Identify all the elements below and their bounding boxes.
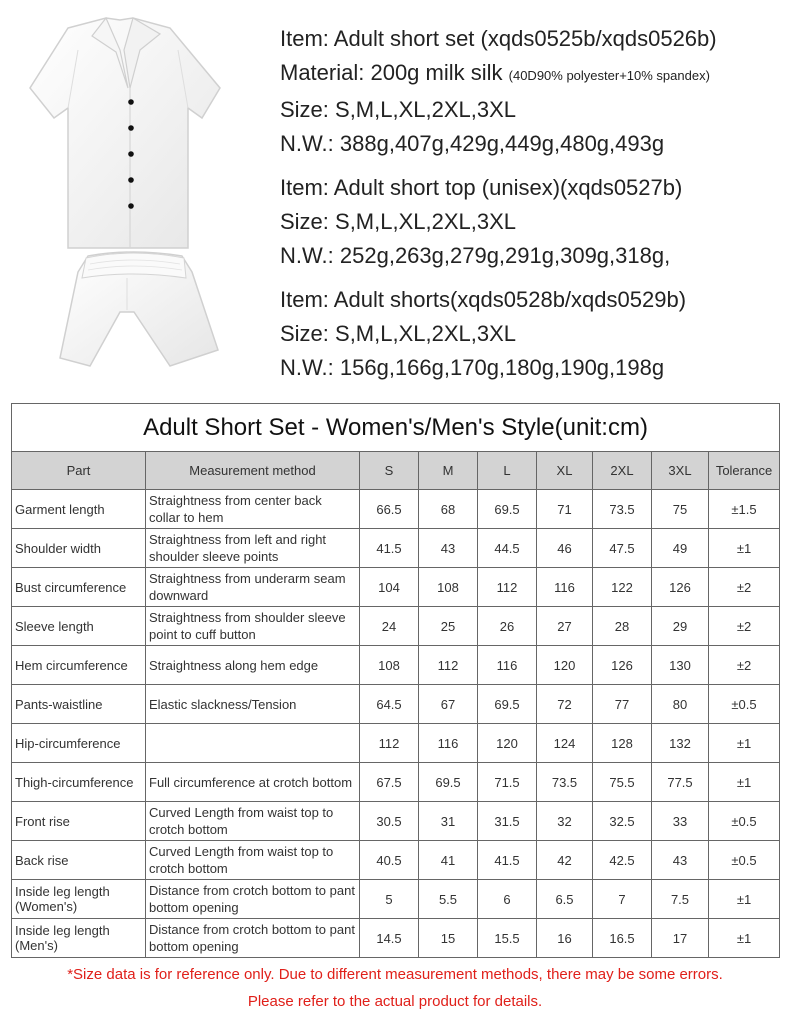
table-row [12,919,780,958]
table-row [12,568,780,607]
cell-size-value: 26 [478,607,537,646]
cell-tolerance: ±1 [709,880,780,919]
cell-size-value: 43 [419,529,478,568]
cell-tolerance: ±1 [709,763,780,802]
item-name: Item: Adult short top (unisex)(xqds0527b) [280,175,683,200]
cell-size-value: 116 [537,568,593,607]
cell-size-value: 120 [478,724,537,763]
cell-size-value: 69.5 [419,763,478,802]
header-size-xl: XL [537,452,593,490]
header-size-s: S [360,452,419,490]
disclaimer-line-1: *Size data is for reference only. Due to different measurement methods, there may be some errors. [67,966,723,983]
disclaimer-line-2: Please refer to the actual product for details. [247,993,543,1010]
cell-tolerance: ±2 [709,607,780,646]
cell-size-value: 24 [360,607,419,646]
size-line: Size: S,M,L,XL,2XL,3XL [280,97,517,122]
cell-tolerance: ±2 [709,646,780,685]
table-row [12,529,780,568]
cell-size-value: 25 [419,607,478,646]
info-group-short-set [280,22,780,161]
cell-method: Curved Length from waist top to crotch bottom [146,841,360,880]
cell-size-value: 28 [593,607,652,646]
cell-tolerance: ±1 [709,724,780,763]
cell-size-value: 108 [360,646,419,685]
item-name: Item: Adult shorts(xqds0528b/xqds0529b) [280,287,687,312]
size-line: Size: S,M,L,XL,2XL,3XL [280,321,517,346]
material-note: (40D90% polyester+10% spandex) [508,68,710,83]
table-row [12,763,780,802]
cell-size-value: 42 [537,841,593,880]
cell-method: Distance from crotch bottom to pant bottom opening [146,919,360,958]
header-size-2xl: 2XL [593,452,652,490]
cell-size-value: 41 [419,841,478,880]
cell-size-value: 7 [593,880,652,919]
cell-size-value: 124 [537,724,593,763]
cell-method: Straightness from shoulder sleeve point to cuff button [146,607,360,646]
cell-size-value: 5.5 [419,880,478,919]
cell-size-value: 116 [478,646,537,685]
cell-size-value: 68 [419,490,478,529]
weight-line: N.W.: 388g,407g,429g,449g,480g,493g [280,131,665,156]
cell-size-value: 77 [593,685,652,724]
header-part: Part [12,452,146,490]
cell-tolerance: ±0.5 [709,802,780,841]
cell-size-value: 72 [537,685,593,724]
header-tolerance: Tolerance [709,452,780,490]
cell-size-value: 132 [652,724,709,763]
cell-size-value: 80 [652,685,709,724]
cell-size-value: 126 [593,646,652,685]
item-name: Item: Adult short set (xqds0525b/xqds0526b) [280,26,717,51]
cell-part: Shoulder width [12,529,146,568]
cell-size-value: 16 [537,919,593,958]
cell-tolerance: ±1.5 [709,490,780,529]
table-row [12,880,780,919]
cell-size-value: 75 [652,490,709,529]
header-size-m: M [419,452,478,490]
cell-size-value: 46 [537,529,593,568]
cell-size-value: 6.5 [537,880,593,919]
cell-size-value: 16.5 [593,919,652,958]
cell-method: Straightness from left and right shoulder sleeve points [146,529,360,568]
table-row [12,841,780,880]
header-size-l: L [478,452,537,490]
cell-size-value: 5 [360,880,419,919]
cell-size-value: 49 [652,529,709,568]
weight-line: N.W.: 252g,263g,279g,291g,309g,318g, [280,243,671,268]
table-row [12,724,780,763]
cell-part: Front rise [12,802,146,841]
cell-method [146,724,360,763]
cell-size-value: 67.5 [360,763,419,802]
cell-size-value: 75.5 [593,763,652,802]
material-line [280,56,780,93]
cell-size-value: 130 [652,646,709,685]
cell-tolerance: ±0.5 [709,841,780,880]
cell-tolerance: ±0.5 [709,685,780,724]
cell-size-value: 42.5 [593,841,652,880]
cell-part: Inside leg length (Men's) [12,919,146,958]
product-image-short-set [20,10,245,395]
cell-size-value: 41.5 [478,841,537,880]
cell-method: Straightness along hem edge [146,646,360,685]
cell-size-value: 31.5 [478,802,537,841]
cell-size-value: 71.5 [478,763,537,802]
cell-size-value: 27 [537,607,593,646]
cell-size-value: 64.5 [360,685,419,724]
size-chart-table [11,403,780,958]
cell-size-value: 116 [419,724,478,763]
cell-size-value: 7.5 [652,880,709,919]
cell-part: Back rise [12,841,146,880]
cell-part: Garment length [12,490,146,529]
cell-method: Straightness from underarm seam downward [146,568,360,607]
cell-method: Curved Length from waist top to crotch bottom [146,802,360,841]
cell-method: Full circumference at crotch bottom [146,763,360,802]
cell-part: Sleeve length [12,607,146,646]
cell-size-value: 32.5 [593,802,652,841]
cell-size-value: 67 [419,685,478,724]
info-group-shorts [280,283,780,385]
table-row [12,490,780,529]
cell-size-value: 128 [593,724,652,763]
cell-part: Hip-circumference [12,724,146,763]
cell-method: Straightness from center back collar to hem [146,490,360,529]
shorts-graphic [60,252,218,366]
cell-size-value: 32 [537,802,593,841]
table-title: Adult Short Set - Women's/Men's Style(unit:cm) [12,404,780,452]
cell-part: Thigh-circumference [12,763,146,802]
product-info [280,22,780,395]
cell-size-value: 66.5 [360,490,419,529]
cell-size-value: 41.5 [360,529,419,568]
material-label: Material: 200g milk silk [280,60,503,85]
cell-size-value: 112 [419,646,478,685]
cell-size-value: 40.5 [360,841,419,880]
cell-size-value: 77.5 [652,763,709,802]
cell-part: Pants-waistline [12,685,146,724]
cell-size-value: 122 [593,568,652,607]
cell-method: Distance from crotch bottom to pant bottom opening [146,880,360,919]
cell-size-value: 126 [652,568,709,607]
table-header-row [12,452,780,490]
cell-size-value: 112 [478,568,537,607]
cell-size-value: 71 [537,490,593,529]
cell-size-value: 47.5 [593,529,652,568]
cell-size-value: 69.5 [478,685,537,724]
cell-tolerance: ±1 [709,529,780,568]
cell-tolerance: ±1 [709,919,780,958]
cell-size-value: 14.5 [360,919,419,958]
cell-size-value: 43 [652,841,709,880]
table-row [12,646,780,685]
table-body [12,490,780,958]
cell-method: Elastic slackness/Tension [146,685,360,724]
cell-size-value: 30.5 [360,802,419,841]
cell-size-value: 15.5 [478,919,537,958]
cell-part: Bust circumference [12,568,146,607]
shirt-graphic [30,18,220,248]
header-method: Measurement method [146,452,360,490]
weight-line: N.W.: 156g,166g,170g,180g,190g,198g [280,355,665,380]
table-row [12,607,780,646]
cell-size-value: 17 [652,919,709,958]
cell-size-value: 29 [652,607,709,646]
cell-size-value: 104 [360,568,419,607]
cell-size-value: 44.5 [478,529,537,568]
header-size-3xl: 3XL [652,452,709,490]
cell-size-value: 69.5 [478,490,537,529]
cell-part: Inside leg length (Women's) [12,880,146,919]
cell-size-value: 120 [537,646,593,685]
cell-part: Hem circumference [12,646,146,685]
cell-size-value: 112 [360,724,419,763]
cell-size-value: 108 [419,568,478,607]
cell-size-value: 73.5 [593,490,652,529]
cell-size-value: 15 [419,919,478,958]
table-row [12,802,780,841]
size-line: Size: S,M,L,XL,2XL,3XL [280,209,517,234]
table-row [12,685,780,724]
cell-size-value: 73.5 [537,763,593,802]
cell-size-value: 31 [419,802,478,841]
cell-size-value: 6 [478,880,537,919]
cell-size-value: 33 [652,802,709,841]
info-group-short-top [280,171,780,273]
cell-tolerance: ±2 [709,568,780,607]
